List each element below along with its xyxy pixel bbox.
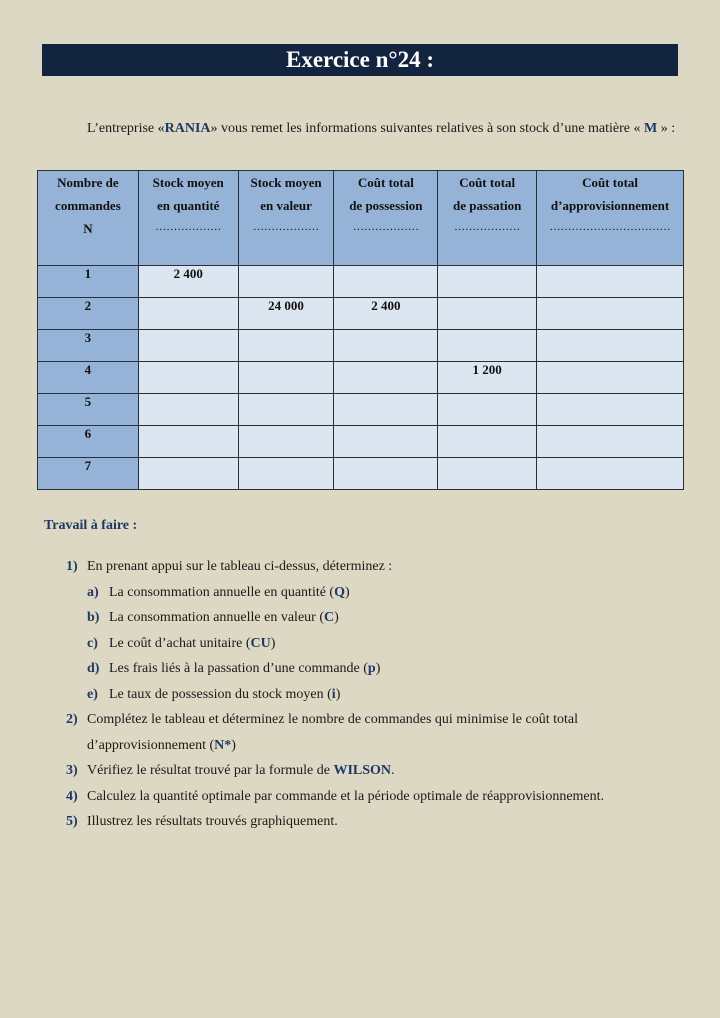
cell — [238, 362, 334, 394]
table-row — [38, 458, 684, 490]
table-row — [38, 426, 684, 458]
table-row — [38, 362, 684, 394]
company-name: RANIA — [164, 121, 211, 136]
subtask-a: a) La consommation annuelle en quantité (Q) — [87, 584, 350, 600]
subtask-c: c) Le coût d’achat unitaire (CU) — [87, 635, 276, 651]
table-header-row — [38, 171, 684, 266]
cell — [537, 330, 684, 362]
cell — [334, 362, 438, 394]
cell — [238, 330, 334, 362]
table-row — [38, 266, 684, 298]
task-2: 2) Complétez le tableau et déterminez le nombre de commandes qui minimise le coût total d’approvisionnement (N*) — [66, 712, 579, 753]
stock-table — [37, 170, 684, 490]
cell — [138, 362, 238, 394]
cell-n: 6 — [38, 426, 139, 458]
column-header-stock-value: Stock moyen en valeur ……………… — [238, 171, 334, 266]
cell — [238, 394, 334, 426]
cell: 24 000 — [238, 298, 334, 330]
cell — [537, 426, 684, 458]
cell — [238, 426, 334, 458]
exercise-title: Exercice n°24 : — [42, 44, 678, 76]
intro-paragraph — [44, 119, 677, 139]
task-5: 5) Illustrez les résultats trouvés graphiquement. — [66, 814, 338, 829]
cell — [537, 458, 684, 490]
intro-text: L’entreprise « — [87, 121, 165, 136]
intro-text: » vous remet les informations suivantes relatives à son stock d’une matière « — [210, 121, 641, 136]
cell — [438, 266, 537, 298]
cell — [438, 394, 537, 426]
cell — [334, 426, 438, 458]
cell-n: 4 — [38, 362, 139, 394]
cell: 2 400 — [138, 266, 238, 298]
cell — [438, 426, 537, 458]
cell — [138, 330, 238, 362]
section-title: Travail à faire : — [44, 518, 138, 533]
column-header-stock-quantity: Stock moyen en quantité ……………… — [138, 171, 238, 266]
subtask-d: d) Les frais liés à la passation d’une commande (p) — [87, 661, 381, 676]
column-header-n: Nombre de commandes N — [38, 171, 139, 266]
cell — [537, 266, 684, 298]
cell — [537, 362, 684, 394]
material-name: M — [644, 121, 658, 136]
cell — [537, 298, 684, 330]
cell — [537, 394, 684, 426]
cell-n: 1 — [38, 266, 139, 298]
cell: 1 200 — [438, 362, 537, 394]
table-row — [38, 330, 684, 362]
column-header-ordering-cost: Coût total de passation ……………… — [438, 171, 537, 266]
cell — [438, 458, 537, 490]
column-header-possession-cost: Coût total de possession ……………… — [334, 171, 438, 266]
cell: 2 400 — [334, 298, 438, 330]
cell — [438, 298, 537, 330]
cell — [238, 458, 334, 490]
cell — [138, 298, 238, 330]
cell — [238, 266, 334, 298]
cell — [138, 394, 238, 426]
cell — [438, 330, 537, 362]
cell — [334, 394, 438, 426]
intro-text: » : — [660, 121, 676, 136]
cell-n: 3 — [38, 330, 139, 362]
cell-n: 5 — [38, 394, 139, 426]
subtask-b: b) La consommation annuelle en valeur (C) — [87, 610, 339, 625]
cell — [138, 458, 238, 490]
task-list — [66, 554, 666, 835]
task-3: 3) Vérifiez le résultat trouvé par la formule de WILSON. — [66, 763, 395, 778]
table-row — [38, 394, 684, 426]
table-row — [38, 298, 684, 330]
subtask-e: e) Le taux de possession du stock moyen (i) — [87, 686, 341, 702]
cell — [138, 426, 238, 458]
cell-n: 7 — [38, 458, 139, 490]
cell-n: 2 — [38, 298, 139, 330]
task-4: 4) Calculez la quantité optimale par commande et la période optimale de réapprovisionnement. — [66, 788, 605, 804]
task-1: 1) En prenant appui sur le tableau ci-dessus, déterminez : — [66, 559, 393, 574]
column-header-total-cost: Coût total d’approvisionnement …………………………… — [537, 171, 684, 266]
cell — [334, 266, 438, 298]
cell — [334, 458, 438, 490]
cell — [334, 330, 438, 362]
